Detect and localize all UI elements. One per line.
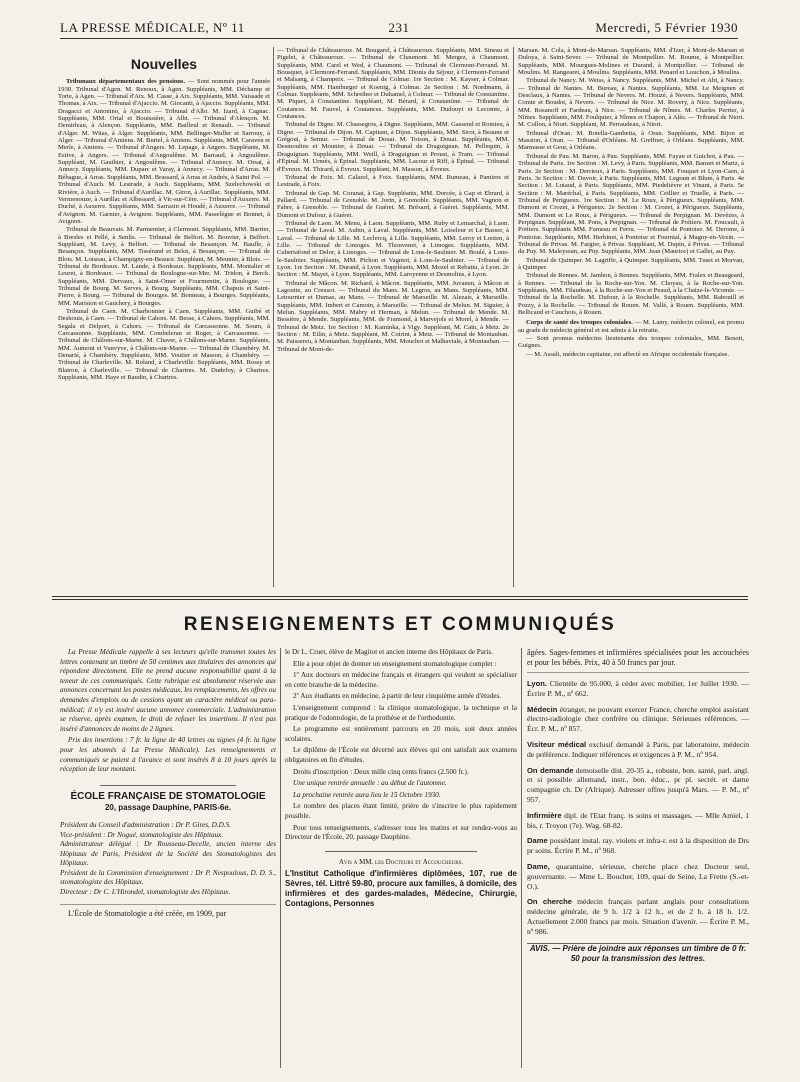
school-paragraph: Le nombre des places étant limité, prière de s'inscrire le plus rapidement possible. <box>285 802 517 820</box>
paragraph: Marsan. M. Cola, à Mont-de-Marsan. Suppléants, MM. d'Izer, à Mont-de-Marsan et Duloya, à Saint-Sever. — Tribunal de Montpellier. M. Roume, à Montpellier. Suppléants, MM. Mourgues-Molines et Durand, à Montpellier. — Tribunal de Moulins. M. Rangearet, à Moulins. Suppléants, MM. Penard et Louchon, à Moulins. <box>518 47 744 77</box>
page-header <box>60 18 738 39</box>
institut-continued: âgées. Sages-femmes et infirmières spécialisées pour les accouchées et pour les bébés. Prix, 40 à 50 francs par jour. <box>527 648 749 667</box>
column-divider <box>280 648 281 1068</box>
divider <box>100 785 236 786</box>
school-title: ÉCOLE FRANÇAISE DE STOMATOLOGIE <box>70 790 266 802</box>
nouvelles-column-2 <box>277 47 509 587</box>
column-divider <box>513 47 514 587</box>
classified-ad: Visiteur médical exclusif demandé à Paris, par laboratoire, médecin de préférence. Indiquer références et exigences à P. M., nº 954. <box>527 739 749 759</box>
journal-title: LA PRESSE MÉDICALE, Nº 11 <box>60 20 245 35</box>
school-paragraph: 1º Aux docteurs en médecine français et étrangers qui veulent se spécialiser en cette branche de la médecine. <box>285 671 517 689</box>
paragraph: Tribunal de Mâcon. M. Richard, à Mâcon. Suppléants, MM. Juvanen, à Mâcon et Lagoutte, au Creusot. — Tribunal du Mans. M. Legros, au Mans. Suppléants, MM. Letournier et Dumas, au Mans. — Tribunal de Marseille. M. Alezais, à Marseille. Suppléants, MM. Imbert et Camoin, à Marseille. — Tribunal de Melun. M. Siguier, à Melun. Suppléants, MM. Mabry et Herman, à Melun. — Tribunal de Mende. M. Bessière, à Mende. Suppléants, MM. de Framond, à Marvejols et Morel, à Mende. — Tribunal de Metz. 1re Section : M. Kaminka, à Vigy. Suppléant, M. Caïn, à Metz. 2e Section : M. Eilin, à Metz. Suppléant, M. Coirint, à Metz. — Tribunal de Montauban. M. Paissereu, à Montauban. Suppléants, MM. Mouchot et Malhaviale, à Montauban. — Tribunal de Mont-de- <box>277 279 509 353</box>
school-paragraph: Droits d'inscription : Deux mille cinq cents francs (2.500 fr.). <box>293 767 469 776</box>
school-paragraph: Le programme est entièrement parcouru en 20 mois, soit deux années scolaires. <box>285 725 517 743</box>
paragraph: Tribunal de Quimper. M. Lagriffe, à Quimper. Suppléants, MM. Tuset et Morvan, à Quimper. <box>518 256 744 271</box>
board-line: Directeur : Dr C. L'Hirondel, stomatologiste des Hôpitaux. <box>60 888 231 897</box>
divider <box>325 851 477 852</box>
board-line: Président de la Commission d'enseignement : Dr P. Nespoulous, D. D. S., stomatologiste des Hôpitaux. <box>60 868 276 887</box>
nouvelles-column-1 <box>58 47 270 587</box>
notice-text: La Presse Médicale rappelle à ses lecteurs qu'elle transmet toutes les lettres contenant un timbre de 50 centimes aux titulaires des annonces qui répondent directement. Elle ne prend aucune responsabilité quant à la teneur de ces communiqués. Cette rubrique est absolument réservée aux annonces concernant les postes médicaux, les remplacements, les offres ou demandes d'emplois ou de cessions ayant un caractère médical ou para-médical; il n'y est inséré aucune annonce commerciale. L'administration se réserve, après examen, le droit de refuser les insertions. Il n'est pas inséré d'annonces de moins de 2 lignes. <box>60 648 276 733</box>
classified-ad: On demande demoiselle dist. 20-35 a., robuste, bon. santé, parl. angl. et si possible allemand, instr., bon. éduc., pr pl. secrét. et dame compagnie ch. Dr (Afrique). Adresser offres jusqu'à Mars. — P. M., nº 957. <box>527 765 749 804</box>
column-divider <box>273 47 274 587</box>
school-paragraph: Une unique rentrée annuelle : au début de l'automne. <box>293 779 447 788</box>
classified-ad: Lyon. Clientèle de 95.000, à céder avec mobilier, 1er Juillet 1930. — Écrire P. M., nº 662. <box>527 679 749 698</box>
divider <box>60 904 276 905</box>
avis-final: AVIS. — Prière de joindre aux réponses un timbre de 0 fr. 50 pour la transmission des lettres. <box>529 943 747 963</box>
renseignements-title: RENSEIGNEMENTS ET COMMUNIQUÉS <box>183 614 617 635</box>
classified-ad: Dame, quarantaine, sérieuse, cherche place chez Docteur seul, gouvernante. — Mme L. Boucher, 109, quai de Seine, La Frette (S.-et-O.). <box>527 861 749 891</box>
institut-notice: L'Institut Catholique d'infirmières diplômées, 107, rue de Sèvres, tél. Littré 59-80, procure aux familles, à domicile, des infirmières et des gardes-malades, Médecine, Chirurgie, Contagions, Personnes <box>285 869 517 909</box>
classified-ad: Médecin étranger, ne pouvant exercer France, cherche emploi assistant électro-radiologie chez confrère ou clinique. Sérieuses références. — Écr. P. M., nº 857. <box>527 704 749 734</box>
school-paragraph: Le diplôme de l'École est décerné aux élèves qui ont satisfait aux examens obligatoires en fin d'études. <box>285 746 517 764</box>
paragraph: Tribunal d'Oran. M. Botella-Gambetta, à Oran. Suppléants, MM. Bijon et Massion, à Oran. — Tribunal d'Orléans. M. Greffner, à Orléans. Suppléants, MM. Marmasse et Geur, à Orléans. <box>518 129 744 152</box>
board-line: Vice-président : Dr Nogué, stomatologiste des Hôpitaux. <box>60 830 224 839</box>
school-paragraph: le Dr L. Cruet, élève de Magitot et ancien interne des Hôpitaux de Paris. <box>285 648 493 656</box>
classified-ad: On cherche médecin français parlant anglais pour consultations médecine générale, de 9 h. 1/2 à 12 h., et de 2 h. à 18 h. 1/2. Actuellement 2.000 francs par mois. Situation d'avenir. — Écrire P. M., nº 986. <box>527 897 749 936</box>
nouvelles-title: Nouvelles <box>130 56 198 72</box>
paragraph: Tribunal de Pau. M. Baron, à Pau. Suppléants, MM. Fayan et Guichot, à Pau. — Tribunal de Paris. 1re Section : M. Levy, à Paris. Suppléants, MM. Banzet et Martz, à Paris. 2e Section : M. Derrieux, à Paris. Suppléants, MM. Fouquet et Lyon-Caen, à Paris. 3e Section : M. Duvoir, à Paris. Suppléants, MM. Legram et Blum, à Paris. 4e Section : M. Lutaud, à Paris. Suppléants, MM. Piedelièvre et Vinant, à Paris. 5e Section : M. Maréchal, à Paris. Suppléants, MM. Ceillier et Truelle, à Paris. — Tribunal de Périgueux. 1re Section : M. Le Roux, à Périgueux. Suppléants, MM. Dumont et Crozet, à Périgueux. 2e Section : M. Crozet, à Périgueux. Suppléants, MM. Dumont et Le Roux, à Périgueux. — Tribunal de Perpignan. M. Devèzes, à Perpignan. Suppléant, M. Pons, à Perpignan. — Tribunal de Poitiers. M. Foucault, à Poitiers. Suppléants MM. Fumeau et Ferru. — Tribunal de Pontoise. M. Derome, à Pontoise. Suppléants, MM. Herbinet, à Pontoise et Fournial, à Magny-en-Vexin. — Tribunal de Privas. M. Fargier, à Privas. Suppléant, M. Dupin, à Privas. — Tribunal du Puy. M. Maleyssun, au Puy. Suppléants, MM. Jean (Maurice) et Gallet, au Puy. <box>518 152 744 256</box>
paragraph: Tribunal de Beauvais. M. Parmentier, à Clermont. Suppléants, MM. Barrier, à Bresles et Pellé, à Senlis. — Tribunal de Belfort. M. Bouvier, à Belfort. Suppléant, M. Levy, à Belfort. — Tribunal de Besançon. M. Baufle, à Besançon. Suppléants, MM. Tissérand et Belot, à Besançon. — Tribunal de Blois. M. Loiseau, à Champigny-en-Beauce. Suppléant, M. Meunier, à Blois. — Tribunal de Bordeaux. M. Lande, à Bordeaux. Suppléants, MM. Montalier et Leuret, à Bordeaux. — Tribunal de Boulogne-sur-Mer. M. Tridon, à Berck. Suppléants, MM. Dervaux, à Saint-Omer et Fourmentin, à Boulogne. — Tribunal de Bourg. M. Serves, à Bourg. Suppléants, MM. Chapuis et Saint-Pierre, à Bourg. — Tribunal de Bourges. M. Bonneau, à Bourges. Suppléants, MM. Mariston et Gauchery, à Bourges. <box>58 226 270 307</box>
paragraph-heading: Corps de santé des troupes coloniales. <box>526 319 633 327</box>
price-text: Prix des insertions : 7 fr. la ligne de 40 lettres ou signes (4 fr. la ligne pour les abonnés à La Presse Médicale). Les renseignements et communiqués se paient à l'avance et sont insérés 8 à 10 jours après la réception de leur montant. <box>60 736 276 774</box>
paragraph: Tribunal de Caen. M. Charbonnier à Caen. Suppléants, MM. Guibé et Deshouis, à Caen. — Tribunal de Cahors. M. Besse, à Cahors. Suppléants, MM. Segala et Delport, à Cahors. — Tribunal de Carcassonne. M. Soum, à Carcassonne. Suppléants, MM. Combeleran et Roger, à Carcassonne. — Tribunal de Châlons-sur-Marne. M. Chaver, à Châlons-sur-Marne. Suppléants, MM. Aumont et Vanvyve, à Châlons-sur-Marne. — Tribunal de Chambéry. M. Denarié, à Chambéry. Suppléants, MM. Voutier et Masson, à Chambéry. — Tribunal de Charleville. M. Roland, à Charleville. Suppléants, MM. Rossy et Blairon, à Charleville. — Tribunal de Chartres. M. Dudefoy, à Chartres. Suppléants, MM. Haye et Baudin, à Chartres. <box>58 308 270 382</box>
school-paragraph: La prochaine rentrée aura lieu le 15 Octobre 1930. <box>293 790 441 799</box>
paragraph: Tribunal de Laon. M. Menu, à Laon. Suppléants, MM. Ruby et Lemarchal, à Laon. — Tribunal de Laval. M. Aubin, à Laval. Suppléants, MM. Loiseleur et Le Basser, à Laval. — Tribunal de Lille. M. Leclercq, à Lille. Suppléants, MM. Leroy et Looten, à Lille. — Tribunal de Limoges. M. Thouvenet, à Limoges. Suppléants, MM. Cubertafond et Delor, à Limoges. — Tribunal de Lons-le-Saulnier. M. Boulé, à Lons-le-Saulnier. Suppléants, MM. Pichon et Vagniot, à Lons-le-Saulnier. — Tribunal de Lyon. 1re Section : M. Durand, à Lyon. Suppléants, MM. Mozel et Rebattu, à Lyon. 2e Section : M. Mayet, à Lyon. Suppléants, MM. Laroyenne et Desmolins, à Lyon. <box>277 219 509 279</box>
school-paragraph: Elle a pour objet de donner un enseignement stomatologique complet : <box>293 659 497 668</box>
nouvelles-column-3 <box>518 47 744 587</box>
section-divider <box>52 596 748 597</box>
renseignements-column-2 <box>285 648 517 1068</box>
school-paragraph: L'École de Stomatologie a été créée, en 1909, par <box>68 908 227 918</box>
paragraph: Tribunal de Nancy. M. Weiss, à Nancy. Suppléants, MM. Michel et Abt, à Nancy. — Tribunal de Nantes. M. Bureau, à Nantes. Suppléants, MM. Le Meignen et Desclaux, à Nantes. — Tribunal de Nevers. M. Houzé, à Nevers. Suppléants, MM. Comte et Boudot, à Nevers. — Tribunal de Nice. M. Rovery, à Nice. Suppléants, MM. Rosanoff et Fardeau, à Nice. — Tribunal de Nîmes. M. Charles Perrier, à Nîmes. Suppléants, MM. Foulquier, à Nîmes et Chapon, à Alès. — Tribunal de Niort. M. Collon, à Niort. Suppléant, M. Perraudeau, à Niort. <box>518 77 744 129</box>
paragraph: Tribunal de Rennes. M. Jambon, à Rennes. Suppléants, MM. Fralex et Beaugeard, à Rennes. — Tribunal de la Roche-sur-Yon. M. Choyau, à la Roche-sur-Yon. Suppléants, MM. Filaudeau, à la Roche-sur-Yon et Peaud, à la Chaize-le-Vicomte. — Tribunal de la Rochelle. M. Dufour, à la Rochelle. Suppléants, MM. Rabouill et Pozzy, à la Rochelle. — Tribunal de Rouen. M. Vallé, à Rouen. Suppléants, MM. Bellicaud et Cauchois, à Rouen. <box>518 272 744 317</box>
avis-heading: Avis à MM. les Docteurs et Accoucheurs. <box>338 857 464 866</box>
column-divider <box>521 648 522 1068</box>
paragraph: Tribunal de Foix. M. Calazel, à Foix. Suppléants, MM. Rumeau, à Pamiers et Lestrade, à Foix. <box>277 173 509 189</box>
paragraph: — M. Assali, médecin capitaine, est affecté en Afrique occidentale française. <box>526 350 730 358</box>
paragraph: Tribunal de Digne. M. Chassegros, à Digne. Suppléants, MM. Gassend et Romieu, à Digne. — Tribunal de Dijon. M. Capitam, à Dijon. Suppléants, MM. Sirot, à Beaune et Grégoui, à Semur. — Tribunal de Douai. M. Toison, à Douai. Suppléants, MM. Desmoulins et Mounier, à Douai. — Tribunal de Draguignan. M. Pellequin, à Draguignan. Suppléants, MM. Weill, à Draguignan et Proust, à Tram. — Tribunal d'Épinal. M. Urmès, à Épinal. Suppléants, MM. Lacour et Riff, à Épinal. — Tribunal d'Évreux. M. Thirard, à Évreux. Suppléant, M. Masson, à Évreux. <box>277 121 509 173</box>
school-paragraph: L'enseignement comprend : la clinique stomatologique, la technique et la pratique de l'odontologie, de la prothèse et de l'orthodontie. <box>285 703 517 722</box>
paragraph: — Sont promus médecins lieutenants des troupes coloniales, MM. Benoit, Guignes. <box>518 335 744 350</box>
school-address: 20, passage Dauphine, PARIS-6e. <box>104 803 232 813</box>
paragraph-heading: Tribunaux départementaux des pensions. <box>66 78 186 86</box>
classified-ad: Infirmière dipl. de l'Etat franç. ts soins et massages. — Mlle Amiel, 1 bis, r. Troyon (7e). Wag. 68-82. <box>527 810 749 830</box>
issue-date: Mercredi, 5 Février 1930 <box>595 20 738 35</box>
board-line: Président du Conseil d'administration : Dr P. Gires, D.D.S. <box>60 820 232 829</box>
school-paragraph: Pour tous renseignements, s'adresser tous les matins et sur rendez-vous au Directeur de l'École, 20, passage Dauphine. <box>285 823 517 842</box>
page-number: 231 <box>388 20 410 35</box>
paragraph: Tribunaux départementaux des pensions. — Sont nommés pour l'année 1930. Tribunal d'Agen. M. Renoux, à Agen. Suppléants, MM. Déchamp et Torte, à Agen. — Tribunal d'Aix. M. Casse, à Aix. Suppléants, MM. Vaissade et Thomas, à Aix. — Tribunal d'Ajaccio. M. Giocanti, à Ajaccio. Suppléants, MM. Dragacci et Antonino, à Ajaccio. — Tribunal d'Albi. M. Izard, à Cagnac. Suppléants, MM. Ortal et Bouissière, à Albi. — Tribunal d'Alençon. M. Demirleau, à Alençon. Suppléants, MM. Bailleul et Renault. — Tribunal d'Alger. M. Witas, à Alger. Suppléants, MM. Bellinger-Muller et Sarrouy, à Alger. — Tribunal d'Amiens. M. Burtel, à Amiens. Suppléants, MM. Caraven et Merle, à Amiens. — Tribunal d'Angers. M. Lepage, à Angers. Suppléants, M. Estive, à Angers. — Tribunal d'Angoulême. M. Barraud, à Angoulême. Suppléant, M. Gauthier, à Angoulême. — Tribunal d'Annecy. M. Orsat, à Annecy. Suppléants, MM. Duparc et Varay, à Annecy. — Tribunal d'Arras. M. Béhague, à Arras. Suppléants, MM. Brassard, à Arras et Andrés, à Saint Pol. — Tribunal d'Auch. M. Lestrade, à Auch. Suppléants, MM. Szelechowski et Rivière, à Auch. — Tribunal d'Aurillac. M. Giron, à Aurillac. Suppléants, MM. Vermenouze, à Aurillac et Albessard, à Vic-sur-Cère. — Tribunal d'Auxerre. M. Duché, à Auxerre. Suppléants, MM. Sarrazin et Houdé, à Auxerre. — Tribunal d'Avignon. M. Garnier, à Avignon. Suppléants, MM. Passelègue et Bonnet, à Avignon. <box>58 78 270 225</box>
school-paragraph: 2º Aux étudiants en médecine, à partir de leur cinquième année d'études. <box>293 692 502 701</box>
board-line: Administrateur délégué : Dr Rousseau-Decelle, ancien interne des Hôpitaux de Paris, Président de la Société des Stomatologistes des Hôpitaux. <box>60 840 276 868</box>
paragraph: Tribunal de Gap. M. Coranat, à Gap. Suppléants, MM. Dorcée, à Gap et Ebrard, à Pallard. — Tribunal de Grenoble. M. Jorin, à Grenoble. Suppléants, MM. Vagnon et Fabre, à Grenoble. — Tribunal de Guéret. M. Brésard, à Guéret. Suppléants, MM. Dumont et Dufour, à Guéret. <box>277 189 509 219</box>
divider <box>527 672 749 673</box>
classified-ad: Dame possédant instal. ray. violets et infra-r. est à la disposition de Drs pr soins. Écrire P. M., nº 968. <box>527 836 749 856</box>
renseignements-column-1 <box>60 648 276 1068</box>
paragraph: — Tribunal de Châteauroux. M. Bougarel, à Châteauroux. Suppléants, MM. Sineau et Pigelet, à Châteauroux. — Tribunal de Chaumont. M. Mergez, à Chaumont. Suppléants, MM. Carel et Wed, à Chaumont. — Tribunal de Clermont-Ferrand. M. Bousquet, à Clermont-Ferrand. Suppléants, MM. Dionis du Séjour, à Clermont-Ferrand et Malsang, à Champeix. — Tribunal de Colmar. 1re Section : M. Kayser, à Colmar. Suppléants, MM. Hamburger et Koenig, à Colmar. 2e Section : M. Nordmann, à Colmar. Suppléants, MM. Schreiber et Duhamel, à Colmar. — Tribunal de Constantine. M. Piquet, à Constantine. Suppléant, M. Bérard, à Constantine. — Tribunal de Coutances. M. Fauvel, à Coutances. Suppléants, MM. Dudouyt et Lecomte, à Coutances. <box>277 47 509 121</box>
paragraph: Corps de santé des troupes coloniales. — M. Lamy, médecin colonel, est promu au grade de médecin général et est admis à la retraite. <box>518 319 744 334</box>
renseignements-column-3 <box>527 648 749 1068</box>
section-divider <box>52 599 748 600</box>
